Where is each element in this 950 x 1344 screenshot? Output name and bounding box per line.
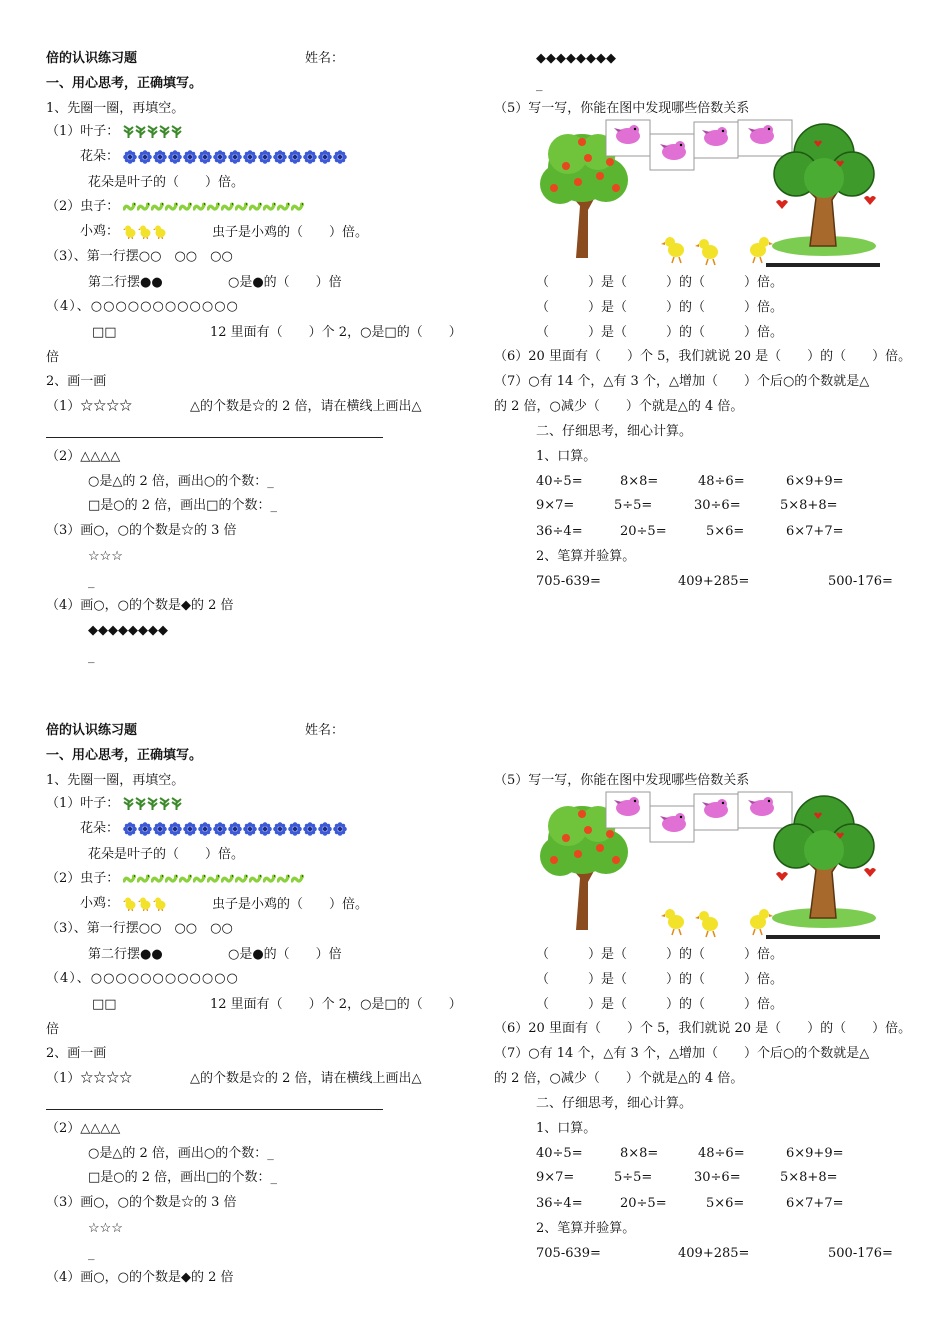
flower-icon [258,822,272,836]
written-2: 500-176= [828,1246,893,1261]
oral-1-3: 5×8+8= [780,498,838,513]
worm-icon [277,873,290,884]
oral-0-1: 8×8= [620,474,659,489]
oral-1-0: 9×7= [536,498,575,513]
worm-icon [179,873,192,884]
question-5: （5）写一写，你能在图中发现哪些倍数关系 [494,773,750,788]
worm-icon [151,873,164,884]
oral-1-0: 9×7= [536,1170,575,1185]
oral-1-3: 5×8+8= [780,1170,838,1185]
worm-icon [291,873,304,884]
oral-2-2: 5×6= [706,524,745,539]
leaf-icon [171,797,182,810]
chick-icon [123,896,137,911]
question-7-line-1: （7）○有 14 个，△有 3 个，△增加（ ）个后○的个数就是△ [494,374,870,389]
chick-label: 小鸡： [80,224,120,239]
section-1-heading: 一、用心思考，正确填写。 [46,76,203,91]
chick-icon [153,224,167,239]
written-1: 409+285= [678,1246,750,1261]
flower-icon [243,822,257,836]
worm-row [123,201,304,212]
question-1-3: （3）、第一行摆○○ ○○ ○○ [46,249,233,264]
section-1-heading: 一、用心思考，正确填写。 [46,748,203,763]
question-1: 1、先圈一圈，再填空。 [46,773,185,788]
written-2: 500-176= [828,574,893,589]
question-1-2 [46,199,304,215]
question-2-3-blank[interactable]: _ [88,574,95,589]
question-6: （6）20 里面有（ ）个 5，我们就说 20 是（ ）的（ ）倍。 [494,349,912,364]
oral-0-3: 6×9+9= [786,474,844,489]
question-1-1-fill: 花朵是叶子的（ ）倍。 [88,175,245,190]
flower-icon [318,150,332,164]
question-5-fill-1: （ ）是（ ）的（ ）倍。 [536,947,784,962]
oral-2-1: 20÷5= [620,524,667,539]
question-5-fill-1: （ ）是（ ）的（ ）倍。 [536,275,784,290]
leaf-row [123,125,182,138]
question-2-3: （3）画○，○的个数是☆的 3 倍 [46,1195,237,1210]
worm-icon [123,201,136,212]
question-1-4-squares: □□ [92,325,117,340]
oral-0-3: 6×9+9= [786,1146,844,1161]
flower-icon [288,822,302,836]
flower-row [123,150,347,164]
worm-icon [221,873,234,884]
flower-icon [303,822,317,836]
written-0: 705-639= [536,1246,601,1261]
answer-line[interactable] [46,1109,383,1110]
leaf-icon [123,797,134,810]
flower-icon [333,822,347,836]
question-2-2a: ○是△的 2 倍，画出○的个数：_ [88,474,274,489]
worm-row [123,873,304,884]
oral-2-3: 6×7+7= [786,524,844,539]
worm-icon [263,201,276,212]
oral-1-2: 30÷6= [694,498,741,513]
oral-2-2: 5×6= [706,1196,745,1211]
oral-2-3: 6×7+7= [786,1196,844,1211]
multiple-relations-picture [530,790,880,942]
worm-icon [249,201,262,212]
flower-icon [273,822,287,836]
flower-icon [198,150,212,164]
chick-icon [153,896,167,911]
flower-line [80,821,347,837]
question-1-1 [46,796,182,812]
flower-row [123,822,347,836]
question-1-3-second-row: 第二行摆●● [88,275,163,290]
worm-icon [249,873,262,884]
oral-0-0: 40÷5= [536,1146,583,1161]
flower-icon [153,150,167,164]
written-heading: 2、笔算并验算。 [536,549,636,564]
worm-icon [235,201,248,212]
flower-icon [168,822,182,836]
worm-icon [151,201,164,212]
question-2-3: （3）画○，○的个数是☆的 3 倍 [46,523,237,538]
worm-icon [221,201,234,212]
flower-icon [243,150,257,164]
flower-icon [303,150,317,164]
question-1-4-tail: 倍 [46,1022,60,1037]
chick-icon [750,237,773,263]
question-2-2: （2）△△△△ [46,449,121,464]
flower-icon [198,822,212,836]
worksheet-title: 倍的认识练习题 [46,723,138,738]
chick-icon [661,909,684,935]
oral-2-0: 36÷4= [536,1196,583,1211]
oral-1-2: 30÷6= [694,1170,741,1185]
worm-icon [123,873,136,884]
written-0: 705-639= [536,574,601,589]
flower-label: 花朵： [80,821,120,836]
oral-0-1: 8×8= [620,1146,659,1161]
leaf-row [123,797,182,810]
flower-icon [123,150,137,164]
flower-icon [183,822,197,836]
question-1-2 [46,871,304,887]
question-5-fill-2: （ ）是（ ）的（ ）倍。 [536,300,784,315]
flower-icon [258,150,272,164]
oral-1-1: 5÷5= [614,498,653,513]
leaf-icon [135,797,146,810]
name-label: 姓名： [305,51,345,66]
question-2-4-diamonds: ◆◆◆◆◆◆◆◆ [88,623,168,638]
question-1-4: （4）、○○○○○○○○○○○○ [46,971,239,986]
question-2-1-text: △的个数是☆的 2 倍，请在横线上画出△ [190,399,422,414]
chick-row [123,224,167,239]
flower-icon [228,150,242,164]
chick-icon [695,911,718,937]
flower-icon [318,822,332,836]
worm-icon [165,201,178,212]
question-1-1-label: （1）叶子： [46,796,120,811]
worksheet-bottom [0,672,950,1344]
flower-icon [213,150,227,164]
flower-icon [333,150,347,164]
question-1-3-fill: ○是●的（ ）倍 [228,275,342,290]
question-1-2-fill: 虫子是小鸡的（ ）倍。 [212,225,369,240]
question-6: （6）20 里面有（ ）个 5，我们就说 20 是（ ）的（ ）倍。 [494,1021,912,1036]
leaf-icon [171,125,182,138]
chick-row [123,896,167,911]
question-1: 1、先圈一圈，再填空。 [46,101,185,116]
oral-0-0: 40÷5= [536,474,583,489]
question-2-4: （4）画○，○的个数是◆的 2 倍 [46,598,234,613]
question-2-3-blank[interactable]: _ [88,1246,95,1261]
question-2-1: （1）☆☆☆☆ [46,399,133,414]
question-2-3-stars: ☆☆☆ [88,1221,123,1236]
worm-icon [207,873,220,884]
question-7-line-1: （7）○有 14 个，△有 3 个，△增加（ ）个后○的个数就是△ [494,1046,870,1061]
flower-icon [168,150,182,164]
question-1-2-label: （2）虫子： [46,871,120,886]
oral-2-0: 36÷4= [536,524,583,539]
worm-icon [137,873,150,884]
carryover-blank[interactable]: _ [536,77,543,92]
oral-1-1: 5÷5= [614,1170,653,1185]
chick-line [80,224,167,240]
flower-icon [183,150,197,164]
flower-icon [123,822,137,836]
question-1-2-label: （2）虫子： [46,199,120,214]
question-5-fill-3: （ ）是（ ）的（ ）倍。 [536,325,784,340]
chick-label: 小鸡： [80,896,120,911]
question-5: （5）写一写，你能在图中发现哪些倍数关系 [494,101,750,116]
written-1: 409+285= [678,574,750,589]
question-2-1: （1）☆☆☆☆ [46,1071,133,1086]
question-1-1-label: （1）叶子： [46,124,120,139]
oral-2-1: 20÷5= [620,1196,667,1211]
flower-icon [213,822,227,836]
question-5-fill-3: （ ）是（ ）的（ ）倍。 [536,997,784,1012]
leaf-icon [159,797,170,810]
question-1-3-fill: ○是●的（ ）倍 [228,947,342,962]
question-2-3-stars: ☆☆☆ [88,549,123,564]
written-heading: 2、笔算并验算。 [536,1221,636,1236]
flower-icon [138,150,152,164]
question-7-line-2: 的 2 倍，○减少（ ）个就是△的 4 倍。 [494,1071,744,1086]
question-5-fill-2: （ ）是（ ）的（ ）倍。 [536,972,784,987]
worm-icon [263,873,276,884]
chick-icon [695,239,718,265]
chick-icon [123,224,137,239]
name-label: 姓名： [305,723,345,738]
worm-icon [179,201,192,212]
question-1-3-second-row: 第二行摆●● [88,947,163,962]
leaf-icon [147,797,158,810]
question-1-4-tail: 倍 [46,350,60,365]
flower-icon [288,150,302,164]
flower-icon [273,150,287,164]
multiple-relations-picture [530,118,880,270]
worm-icon [137,201,150,212]
question-2-2b: □是○的 2 倍，画出□的个数：_ [88,1170,277,1185]
worm-icon [207,201,220,212]
section-2-heading: 二、仔细思考，细心计算。 [536,424,693,439]
question-2: 2、画一画 [46,374,107,389]
oral-0-2: 48÷6= [698,474,745,489]
chick-icon [661,237,684,263]
answer-line[interactable] [46,437,383,438]
question-2-2: （2）△△△△ [46,1121,121,1136]
question-2-4: （4）画○，○的个数是◆的 2 倍 [46,1270,234,1285]
leaf-icon [123,125,134,138]
leaf-icon [135,125,146,138]
question-2-2b: □是○的 2 倍，画出□的个数：_ [88,498,277,513]
chick-line [80,896,167,912]
question-2-4-blank[interactable]: _ [88,649,95,664]
question-7-line-2: 的 2 倍，○减少（ ）个就是△的 4 倍。 [494,399,744,414]
question-1-4-fill: 12 里面有（ ）个 2，○是□的（ ） [210,997,462,1012]
question-1-1-fill: 花朵是叶子的（ ）倍。 [88,847,245,862]
carryover-diamonds: ◆◆◆◆◆◆◆◆ [536,51,616,66]
question-2: 2、画一画 [46,1046,107,1061]
question-2-2a: ○是△的 2 倍，画出○的个数：_ [88,1146,274,1161]
leaf-icon [159,125,170,138]
leaf-icon [147,125,158,138]
chick-icon [138,896,152,911]
question-1-3: （3）、第一行摆○○ ○○ ○○ [46,921,233,936]
flower-icon [228,822,242,836]
flower-line [80,149,347,165]
chick-icon [138,224,152,239]
worm-icon [291,201,304,212]
question-1-4-squares: □□ [92,997,117,1012]
question-1-1 [46,124,182,140]
worm-icon [235,873,248,884]
flower-label: 花朵： [80,149,120,164]
oral-heading: 1、口算。 [536,1121,597,1136]
question-1-4: （4）、○○○○○○○○○○○○ [46,299,239,314]
worm-icon [277,201,290,212]
flower-icon [153,822,167,836]
chick-icon [750,909,773,935]
worm-icon [165,873,178,884]
worksheet-title: 倍的认识练习题 [46,51,138,66]
section-2-heading: 二、仔细思考，细心计算。 [536,1096,693,1111]
flower-icon [138,822,152,836]
oral-heading: 1、口算。 [536,449,597,464]
question-1-2-fill: 虫子是小鸡的（ ）倍。 [212,897,369,912]
worm-icon [193,201,206,212]
question-1-4-fill: 12 里面有（ ）个 2，○是□的（ ） [210,325,462,340]
question-2-1-text: △的个数是☆的 2 倍，请在横线上画出△ [190,1071,422,1086]
oral-0-2: 48÷6= [698,1146,745,1161]
worm-icon [193,873,206,884]
